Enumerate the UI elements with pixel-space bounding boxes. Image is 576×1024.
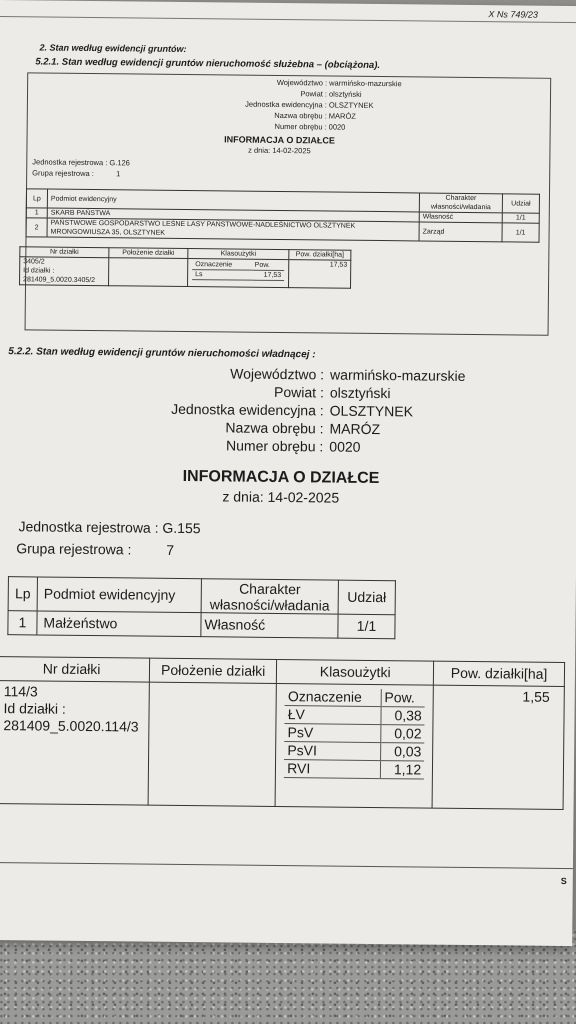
jednostka-522: Jednostka rejestrowa : G.155 [18, 518, 201, 537]
klas-pow: 0,38 [381, 707, 425, 725]
loc-label: Jednostka ewidencyjna : [171, 400, 324, 419]
col-charakter: Charakter własności/władania [201, 579, 338, 614]
col-polozenie: Położenie działki [150, 658, 277, 683]
loc-value: olsztyński [328, 89, 362, 99]
klas-oznaczenie: PsVI [284, 742, 380, 761]
document-reference: X Ns 749/23 [488, 9, 538, 20]
owner-lp: 1 [8, 611, 37, 635]
parcel-pow-cell: 1,55 [432, 685, 564, 809]
table-row [0, 681, 564, 810]
loc-value: MARÓZ [329, 420, 381, 438]
loc-label: Powiat : [300, 89, 328, 99]
parcel-pow-cell: 17,53 [289, 260, 351, 289]
loc-label: Numer obrębu : [225, 437, 324, 455]
klas-pow: 1,12 [380, 761, 424, 779]
loc-value: OLSZTYNEK [329, 402, 414, 420]
owner-charakter: Własność [419, 212, 502, 223]
klas-oznaczenie: ŁV [285, 706, 381, 725]
loc-value: 0020 [329, 438, 361, 455]
parcel-table-522 [0, 656, 565, 810]
table-row [8, 611, 395, 639]
footer-divider [0, 862, 573, 869]
loc-label: Numer obrębu : [274, 121, 327, 132]
klas-head-oznaczenie: Oznaczenie [285, 688, 381, 707]
loc-value: warmińsko-mazurskie [330, 366, 466, 384]
klas-head-oznaczenie: Oznaczenie [192, 260, 252, 270]
info-date-521: z dnia: 14-02-2025 [248, 145, 311, 156]
col-udzial: Udział [338, 580, 395, 615]
col-nr-dzialki: Nr działki [20, 247, 109, 258]
parcel-nr-cell: 3405/2 Id działki : 281409_5.0020.3405/2 [20, 257, 109, 286]
col-charakter: Charakter własności/władania [419, 193, 502, 213]
loc-value: 0020 [328, 122, 346, 132]
owner-name: SKARB PAŃSTWA [47, 208, 419, 222]
owner-name: PAŃSTWOWE GOSPODARSTWO LEŚNE LASY PAŃSTWOWE-NADLEŚNICTWO OLSZTYNEK MRONGOWIUSZA 35, OLSZTYNEK [47, 218, 419, 241]
klas-oznaczenie: Ls [192, 270, 252, 281]
parcel-table-521 [19, 246, 351, 288]
owner-charakter: Własność [201, 613, 338, 638]
loc-value: OLSZTYNEK [328, 100, 374, 110]
parcel-klas-cell [188, 259, 289, 288]
parcel-klas-cell [275, 683, 433, 808]
loc-label: Województwo : [230, 365, 325, 383]
col-klasouzytki: Klasoużytki [277, 659, 434, 685]
klas-head-pow: Pow. [252, 261, 285, 271]
footer-corner-text: S [560, 875, 567, 887]
loc-label: Jednostka ewidencyjna : [245, 99, 327, 110]
col-pow-dzialki: Pow. działki[ha] [434, 661, 565, 686]
parcel-polozenie-cell [109, 258, 188, 287]
col-podmiot: Podmiot ewidencyjny [47, 189, 419, 212]
loc-value: olsztyński [329, 384, 391, 402]
jednostka-521: Jednostka rejestrowa : G.126 [32, 157, 130, 168]
klas-oznaczenie: RVI [284, 760, 380, 779]
col-klasouzytki: Klasoużytki [188, 249, 289, 260]
klas-oznaczenie: PsV [284, 724, 380, 743]
owner-lp: 1 [26, 208, 47, 218]
owner-udzial: 1/1 [502, 223, 539, 242]
col-pow-dzialki: Pow. działki[ha] [289, 250, 351, 261]
section-522-title: 5.2.2. Stan według ewidencji gruntów nieruchomości władnącej : [8, 346, 316, 361]
col-nr-dzialki: Nr działki [0, 657, 150, 683]
loc-label: Nazwa obrębu : [274, 110, 327, 121]
owner-name: Małżeństwo [37, 611, 201, 637]
col-lp: Lp [8, 577, 37, 611]
owners-table-521 [26, 188, 540, 242]
owner-udzial: 1/1 [338, 614, 395, 639]
section-521-title: 5.2.1. Stan według ewidencji gruntów nieruchomość służebna – (obciążona). [35, 56, 381, 72]
klas-pow: 0,03 [380, 743, 424, 761]
owner-lp: 2 [26, 218, 47, 237]
info-date-522: z dnia: 14-02-2025 [222, 488, 340, 506]
klas-pow: 17,53 [252, 270, 285, 280]
col-lp: Lp [26, 189, 47, 208]
table-row [20, 257, 351, 288]
owner-charakter: Zarząd [419, 222, 502, 242]
col-polozenie: Położenie działki [109, 248, 188, 259]
table-header-row [8, 577, 395, 615]
grupa-label-522: Grupa rejestrowa : [16, 540, 132, 558]
loc-value: warmińsko-mazurskie [329, 78, 402, 89]
grupa-value-522: 7 [166, 541, 175, 558]
info-title-522: INFORMACJA O DZIAŁCE [182, 467, 380, 488]
info-title-521: INFORMACJA O DZIAŁCE [224, 134, 335, 146]
parcel-polozenie-cell [148, 682, 276, 806]
col-udzial: Udział [502, 194, 539, 213]
grupa-value-521: 1 [116, 169, 121, 179]
loc-label: Nazwa obrębu : [225, 419, 324, 437]
klas-pow: 0,02 [380, 725, 424, 743]
section-2-title: 2. Stan według ewidencji gruntów: [39, 42, 187, 54]
grupa-label-521: Grupa rejestrowa : [32, 168, 94, 179]
parcel-nr-cell: 114/3 Id działki : 281409_5.0020.114/3 [0, 681, 150, 806]
owner-udzial: 1/1 [502, 213, 539, 223]
loc-label: Województwo : [276, 77, 328, 88]
col-podmiot: Podmiot ewidencyjny [37, 577, 201, 613]
klas-head-pow: Pow. [381, 689, 425, 707]
loc-label: Powiat : [274, 383, 324, 401]
loc-value: MARÓZ [328, 111, 356, 121]
owners-table-522 [7, 576, 396, 639]
